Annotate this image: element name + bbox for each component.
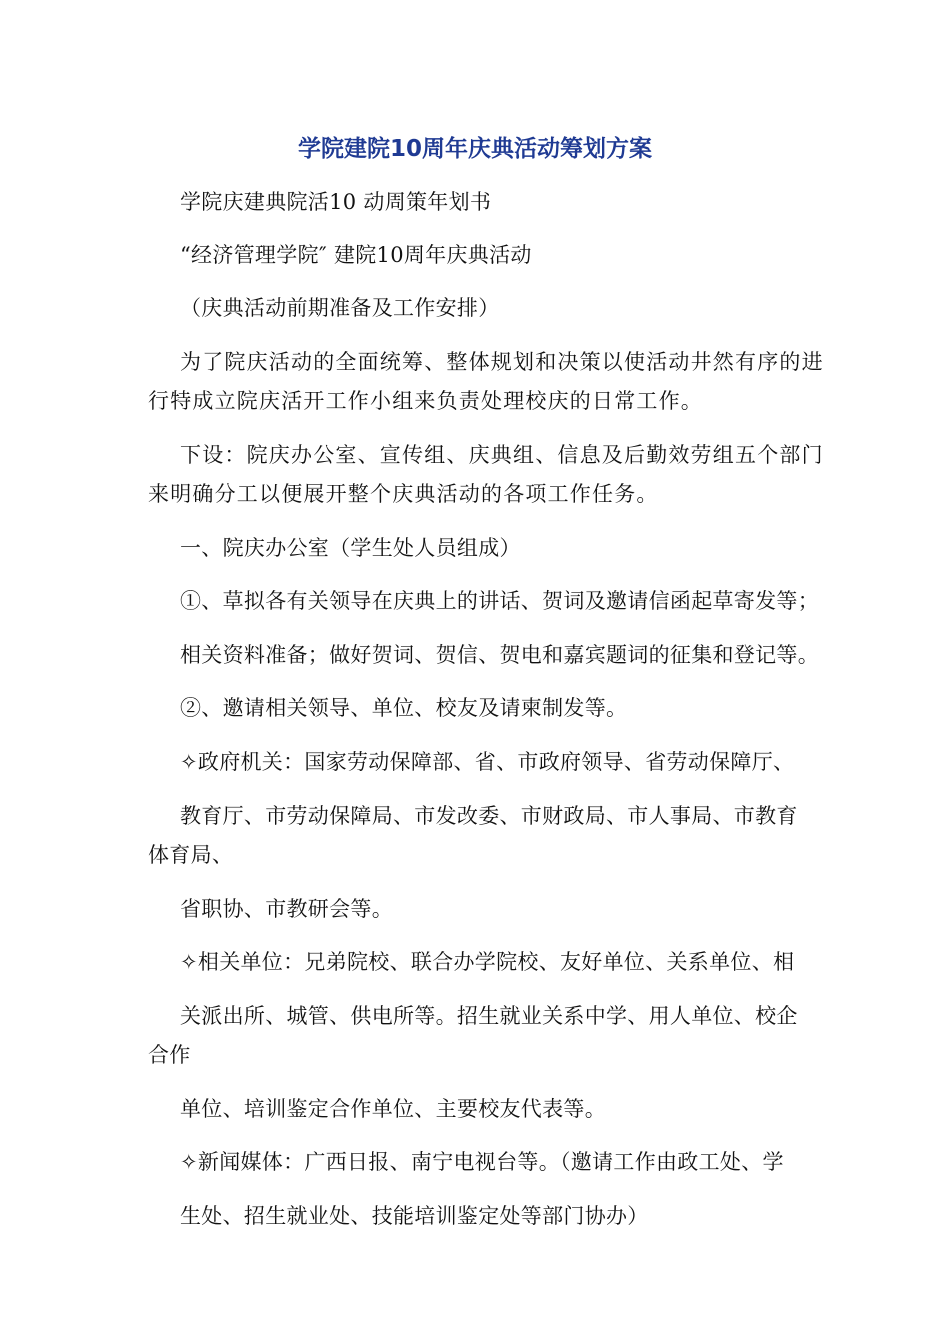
text-line-paragraph-2b: 来明确分工以便展开整个庆典活动的各项工作任务。: [148, 482, 659, 506]
text-line-paragraph-1b: 行特成立院庆活开工作小组来负责处理校庆的日常工作。: [148, 389, 703, 413]
text-line-units-3: 合作: [148, 1043, 191, 1067]
text-line-heading-office: 一、院庆办公室（学生处人员组成）: [180, 536, 521, 560]
text-line-item-2: ②、邀请相关领导、单位、校友及请柬制发等。: [180, 696, 628, 720]
text-line-media-2: 生处、招生就业处、技能培训鉴定处等部门协办）: [180, 1204, 649, 1228]
document-title: 学院建院10周年庆典活动筹划方案: [297, 136, 652, 162]
text-line-gov-2: 教育厅、市劳动保障局、市发改委、市财政局、市人事局、市教育: [180, 804, 798, 828]
text-line-subtitle: 学院庆建典院活10 动周策年划书: [180, 190, 492, 214]
text-line-gov-1: ✧政府机关：国家劳动保障部、省、市政府领导、省劳动保障厅、: [180, 750, 795, 774]
text-line-units-4: 单位、培训鉴定合作单位、主要校友代表等。: [180, 1097, 606, 1121]
text-line-paragraph-2a: 下设：院庆办公室、宣传组、庆典组、信息及后勤效劳组五个部门: [180, 443, 824, 467]
text-line-event-name: “经济管理学院″ 建院10周年庆典活动: [180, 243, 532, 267]
text-line-media-1: ✧新闻媒体：广西日报、南宁电视台等。（邀请工作由政工处、学: [180, 1150, 784, 1174]
text-line-section-note: （庆典活动前期准备及工作安排）: [180, 296, 500, 320]
text-line-item-1a: ①、草拟各有关领导在庆典上的讲话、贺词及邀请信函起草寄发等；: [180, 589, 819, 613]
text-line-units-1: ✧相关单位：兄弟院校、联合办学院校、友好单位、关系单位、相: [180, 950, 795, 974]
text-line-gov-3: 体育局、: [148, 843, 234, 867]
text-line-paragraph-1a: 为了院庆活动的全面统筹、整体规划和决策以使活动井然有序的进: [180, 350, 824, 374]
text-line-item-1b: 相关资料准备；做好贺词、贺信、贺电和嘉宾题词的征集和登记等。: [180, 643, 819, 667]
text-line-units-2: 关派出所、城管、供电所等。招生就业关系中学、用人单位、校企: [180, 1004, 798, 1028]
text-line-gov-4: 省职协、市教研会等。: [180, 897, 393, 921]
